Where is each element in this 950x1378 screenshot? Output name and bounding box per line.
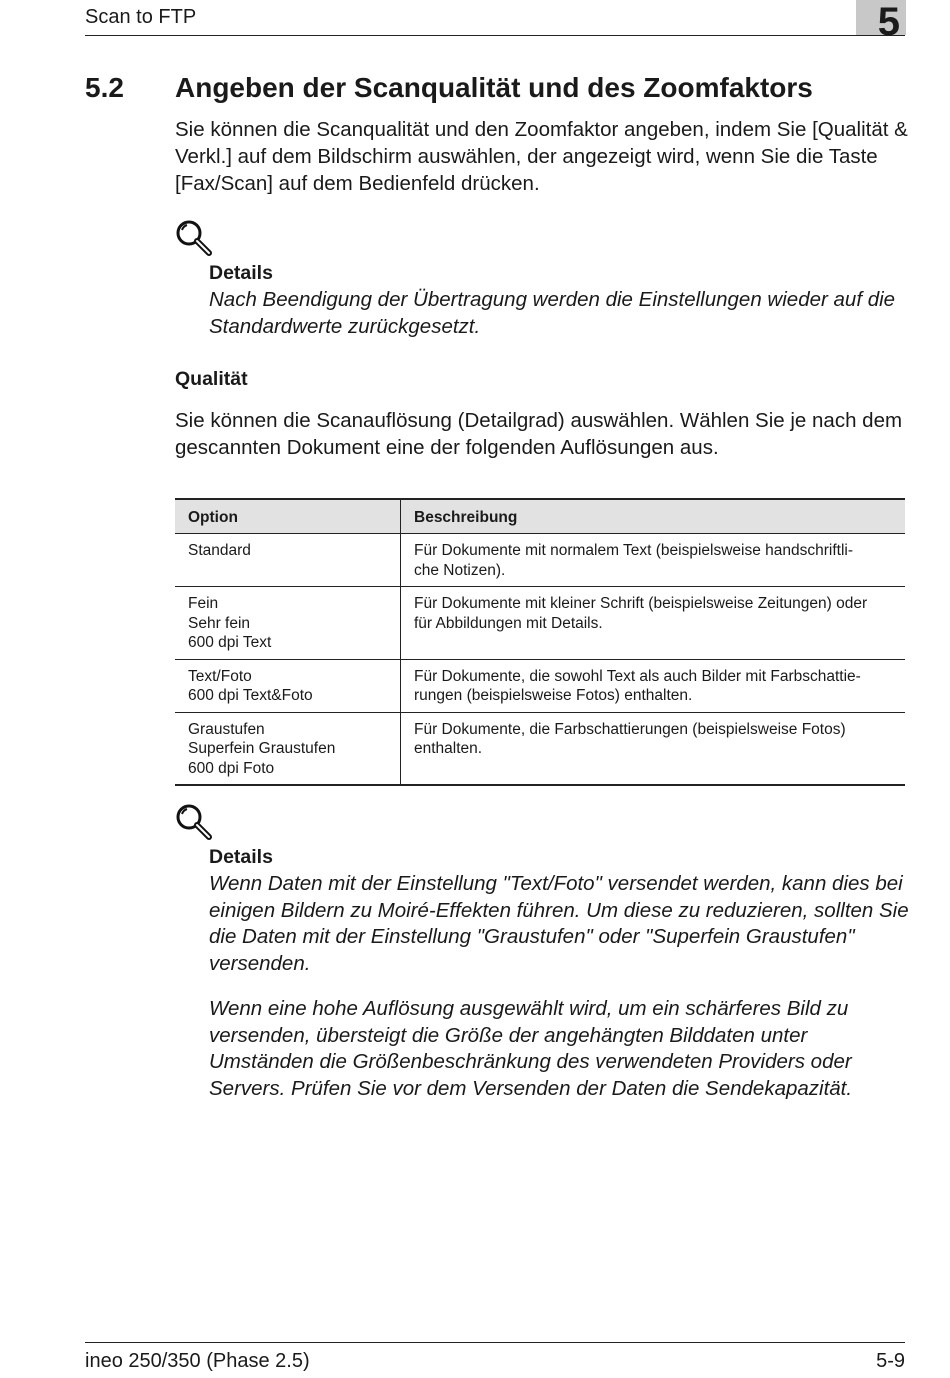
quality-paragraph: Sie können die Scanauflösung (Detailgrad) auswählen. Wählen Sie je nach dem gescannten Dokument eine der folgenden Auflösungen aus. xyxy=(175,409,903,459)
details-label: Details xyxy=(209,262,273,284)
quality-heading: Qualität xyxy=(175,368,248,390)
option-cell xyxy=(175,712,401,785)
intro-paragraph: Sie können die Scanqualität und den Zoomfaktor angeben, indem Sie [Qualität & Verkl.] auf dem Bildschirm auswählen, der angezeigt wird, wenn Sie die Taste [Fax/Scan] auf dem Bedienfeld drücken. xyxy=(175,118,908,195)
column-header-option: Option xyxy=(175,499,401,534)
details-text: Nach Beendigung der Übertragung werden die Einstellungen wieder auf die Standardwerte zurückgesetzt. xyxy=(209,288,896,338)
option-name: Graustufen xyxy=(188,720,265,738)
option-name: 600 dpi Foto xyxy=(188,759,275,777)
option-name: Sehr fein xyxy=(188,614,251,632)
option-cell xyxy=(175,534,401,587)
footer-rule xyxy=(85,1342,905,1343)
description-cell xyxy=(401,659,906,712)
option-name: Standard xyxy=(188,542,251,559)
details-text: Wenn eine hohe Auflösung ausgewählt wird, um ein schärferes Bild zu versenden, übersteigt die Größe der angehängten Bilddaten unter Umständen die Größenbeschränkung des verwendeten Providers oder Servers. Prüfen Sie vor dem Versenden der Daten die Sendekapazität. xyxy=(209,997,853,1100)
description-cell xyxy=(401,534,906,587)
description-line: Für Dokumente, die Farbschattierungen (beispielsweise Fotos) xyxy=(414,720,846,738)
table-row xyxy=(175,587,905,660)
option-name: 600 dpi Text xyxy=(188,634,272,651)
option-name: Text/Foto xyxy=(188,667,252,685)
option-name: 600 dpi Text&Foto xyxy=(188,687,313,704)
table-row xyxy=(175,534,905,587)
section-number: 5.2 xyxy=(85,72,124,103)
magnifier-icon xyxy=(174,218,214,258)
section-title: Angeben der Scanqualität und des Zoomfaktors xyxy=(175,72,813,103)
table-row xyxy=(175,659,905,712)
description-line: Für Dokumente mit normalem Text (beispielsweise handschriftli- xyxy=(414,542,854,559)
option-cell xyxy=(175,587,401,660)
chapter-tab xyxy=(856,0,906,44)
description-line: Für Dokumente, die sowohl Text als auch Bilder mit Farbschattie- xyxy=(414,667,861,685)
resolution-table xyxy=(175,498,905,786)
footer-product: ineo 250/350 (Phase 2.5) xyxy=(85,1350,310,1372)
option-cell xyxy=(175,659,401,712)
option-name: Superfein Graustufen xyxy=(188,740,336,757)
table-header-row xyxy=(175,499,905,534)
footer-page-number: 5-9 xyxy=(876,1350,905,1372)
table-row xyxy=(175,712,905,785)
column-header-description: Beschreibung xyxy=(401,499,906,534)
description-line: enthalten. xyxy=(414,740,483,757)
description-line: Für Dokumente mit kleiner Schrift (beispielsweise Zeitungen) oder xyxy=(414,595,868,612)
chapter-number: 5 xyxy=(877,0,900,44)
description-line: rungen (beispielsweise Fotos) enthalten. xyxy=(414,687,693,704)
details-text: Wenn Daten mit der Einstellung "Text/Foto" versendet werden, kann dies bei einigen Bildern zu Moiré-Effekten führen. Um diese zu reduzieren, sollten Sie die Daten mit der Einstellung "Graustufen" oder "Superfein Graustufen" versenden. xyxy=(209,872,909,975)
header-rule xyxy=(85,35,905,36)
details-label: Details xyxy=(209,846,273,868)
description-line: für Abbildungen mit Details. xyxy=(414,614,603,632)
description-cell xyxy=(401,712,906,785)
option-name: Fein xyxy=(188,595,219,612)
description-cell xyxy=(401,587,906,660)
page-header-title: Scan to FTP xyxy=(85,6,197,28)
description-line: che Notizen). xyxy=(414,561,506,579)
magnifier-icon xyxy=(174,802,214,842)
